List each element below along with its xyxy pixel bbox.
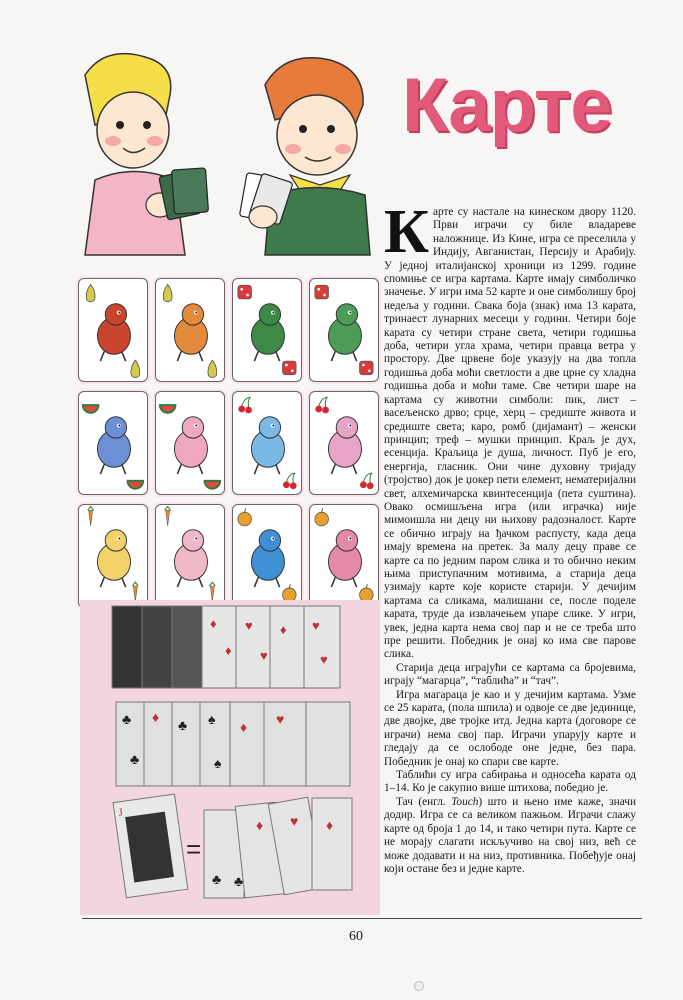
svg-text:J: J bbox=[117, 806, 124, 819]
svg-text:♦: ♦ bbox=[225, 643, 232, 658]
svg-text:♣: ♣ bbox=[122, 713, 132, 728]
page-title: Карте bbox=[402, 63, 612, 148]
boy-figure bbox=[239, 58, 370, 255]
footer-rule bbox=[82, 918, 642, 919]
picture-card-elephant bbox=[232, 504, 302, 608]
svg-text:♥: ♥ bbox=[245, 618, 253, 633]
playing-cards-photo bbox=[80, 600, 380, 915]
svg-text:♦: ♦ bbox=[256, 819, 264, 834]
svg-text:♠: ♠ bbox=[208, 713, 216, 728]
scan-mark bbox=[414, 981, 424, 991]
article-paragraph-2: Старија деца играјући се картама са бројевима, играју “магарца”, “таблића” и “тач”. bbox=[384, 661, 636, 688]
picture-card-hen bbox=[155, 278, 225, 382]
card-fan-row-3 bbox=[204, 797, 352, 898]
svg-text:♠: ♠ bbox=[214, 757, 222, 772]
picture-card-rooster bbox=[78, 278, 148, 382]
svg-text:♣: ♣ bbox=[178, 719, 188, 734]
picture-card-fish-girl bbox=[309, 391, 379, 495]
svg-text:♦: ♦ bbox=[210, 616, 217, 631]
picture-card-turtle-girl bbox=[309, 278, 379, 382]
svg-text:♦: ♦ bbox=[280, 622, 287, 637]
picture-card-elephant-girl bbox=[309, 504, 379, 608]
jack-card bbox=[113, 794, 188, 898]
kids-illustration bbox=[65, 45, 385, 265]
article-paragraph-5: Тач (енгл. Touch) што и њено име каже, значи додир. Игра се са великом пажњом. Играчи слажу карте од броја 1 до 14, и тако четири пута. Карте се не морају слагати искључиво на свој низ, већ се може додавати и на низ, противника. Побеђује онај који остане без и једне карте. bbox=[384, 795, 636, 875]
article-paragraph-3: Игра магараца је као и у дечијим картама. Узме се 25 карата, (пола шпила) и одвоје се две јединице, две двојке, две тројке итд. Једна карта (договоре се играчи) нема свој пар. Играчи упарују карте и гледају да се ослободе оне једне, без пара. Победник је онај ко спари све карте. bbox=[384, 688, 636, 768]
article-body bbox=[384, 198, 636, 876]
svg-text:♥: ♥ bbox=[312, 618, 320, 633]
picture-card-rabbit bbox=[78, 391, 148, 495]
picture-cards-grid bbox=[74, 274, 382, 616]
svg-text:=: = bbox=[186, 834, 202, 864]
svg-text:♦: ♦ bbox=[326, 819, 334, 834]
article-paragraph-1: Карте су настале на кинеском двору 1120. Први играчи су биле владареве наложнице. Из Кине, игра се преселила у Индију, Авганистан, Персију и Арабију. У једној италијанској хроници из 1299. године спомиње се игра картама. Карте имају симболичко значење. У игри има 52 карте и оне симболишу број недеља у години. Свака боја (знак) има 13 карата, тринаест лунарних месеци у години. Четири боје карата су четири стране света, четири годишња доба, четири угла храма, четири правца ветра у простору. Две црвене боје указују на два топла годишња доба моћи светлости а две црне су хладна годишња доба и моћи таме. Све четири шаре на картама су животни симболи: пик, лист – васељенско дрво; срце, херц – средиште живота и средиште света; каро, ромб (дијамант) – женски принцип; треф – мушки принцип. Краљ је дух, есенција. Краљица је душа, личност. Пуб је его, енергија, гласник. Они чине духовну тријаду (тројство) док је џокер пети елемент, нематеријални свет, алхемичарска квинтесенција (пета суштина). Овако осмишљена игра (или играчка) није мимоишла ни децу ни њихову радозналост. Карте се обично играју на ђачком распусту, када деца имају времена на претек. За малу децу праве се карте са по једним паром слика и то обично неким њима приступачним мотивима, а старија деца узимају карте које користе старији. У дечијим картама са сликама, малишани се, после поделе карата, труде да извлачењем упаре слике. У игри, увек, једна карта нема свој пар и не се треба што пре решити. Победник је онај ко има све парове слика. bbox=[384, 198, 636, 661]
picture-card-pig-girl bbox=[155, 504, 225, 608]
picture-card-fish bbox=[232, 391, 302, 495]
svg-text:♥: ♥ bbox=[320, 652, 328, 667]
picture-card-rabbit-girl bbox=[155, 391, 225, 495]
svg-text:♦: ♦ bbox=[240, 721, 248, 736]
svg-text:♣: ♣ bbox=[212, 873, 222, 888]
svg-text:♣: ♣ bbox=[234, 875, 244, 890]
svg-text:♣: ♣ bbox=[130, 753, 140, 768]
page-number: 60 bbox=[349, 929, 363, 944]
girl-figure bbox=[85, 54, 208, 255]
picture-card-turtle bbox=[232, 278, 302, 382]
svg-text:♥: ♥ bbox=[276, 713, 285, 728]
svg-text:♥: ♥ bbox=[260, 648, 268, 663]
svg-text:♥: ♥ bbox=[290, 815, 299, 830]
drop-cap: К bbox=[384, 198, 429, 266]
picture-card-pig bbox=[78, 504, 148, 608]
svg-text:♦: ♦ bbox=[152, 711, 160, 726]
article-paragraph-4: Таблићи су игра сабирања и односећа карата од 1–14. Ко је сакупио више штихова, победио је. bbox=[384, 769, 636, 795]
